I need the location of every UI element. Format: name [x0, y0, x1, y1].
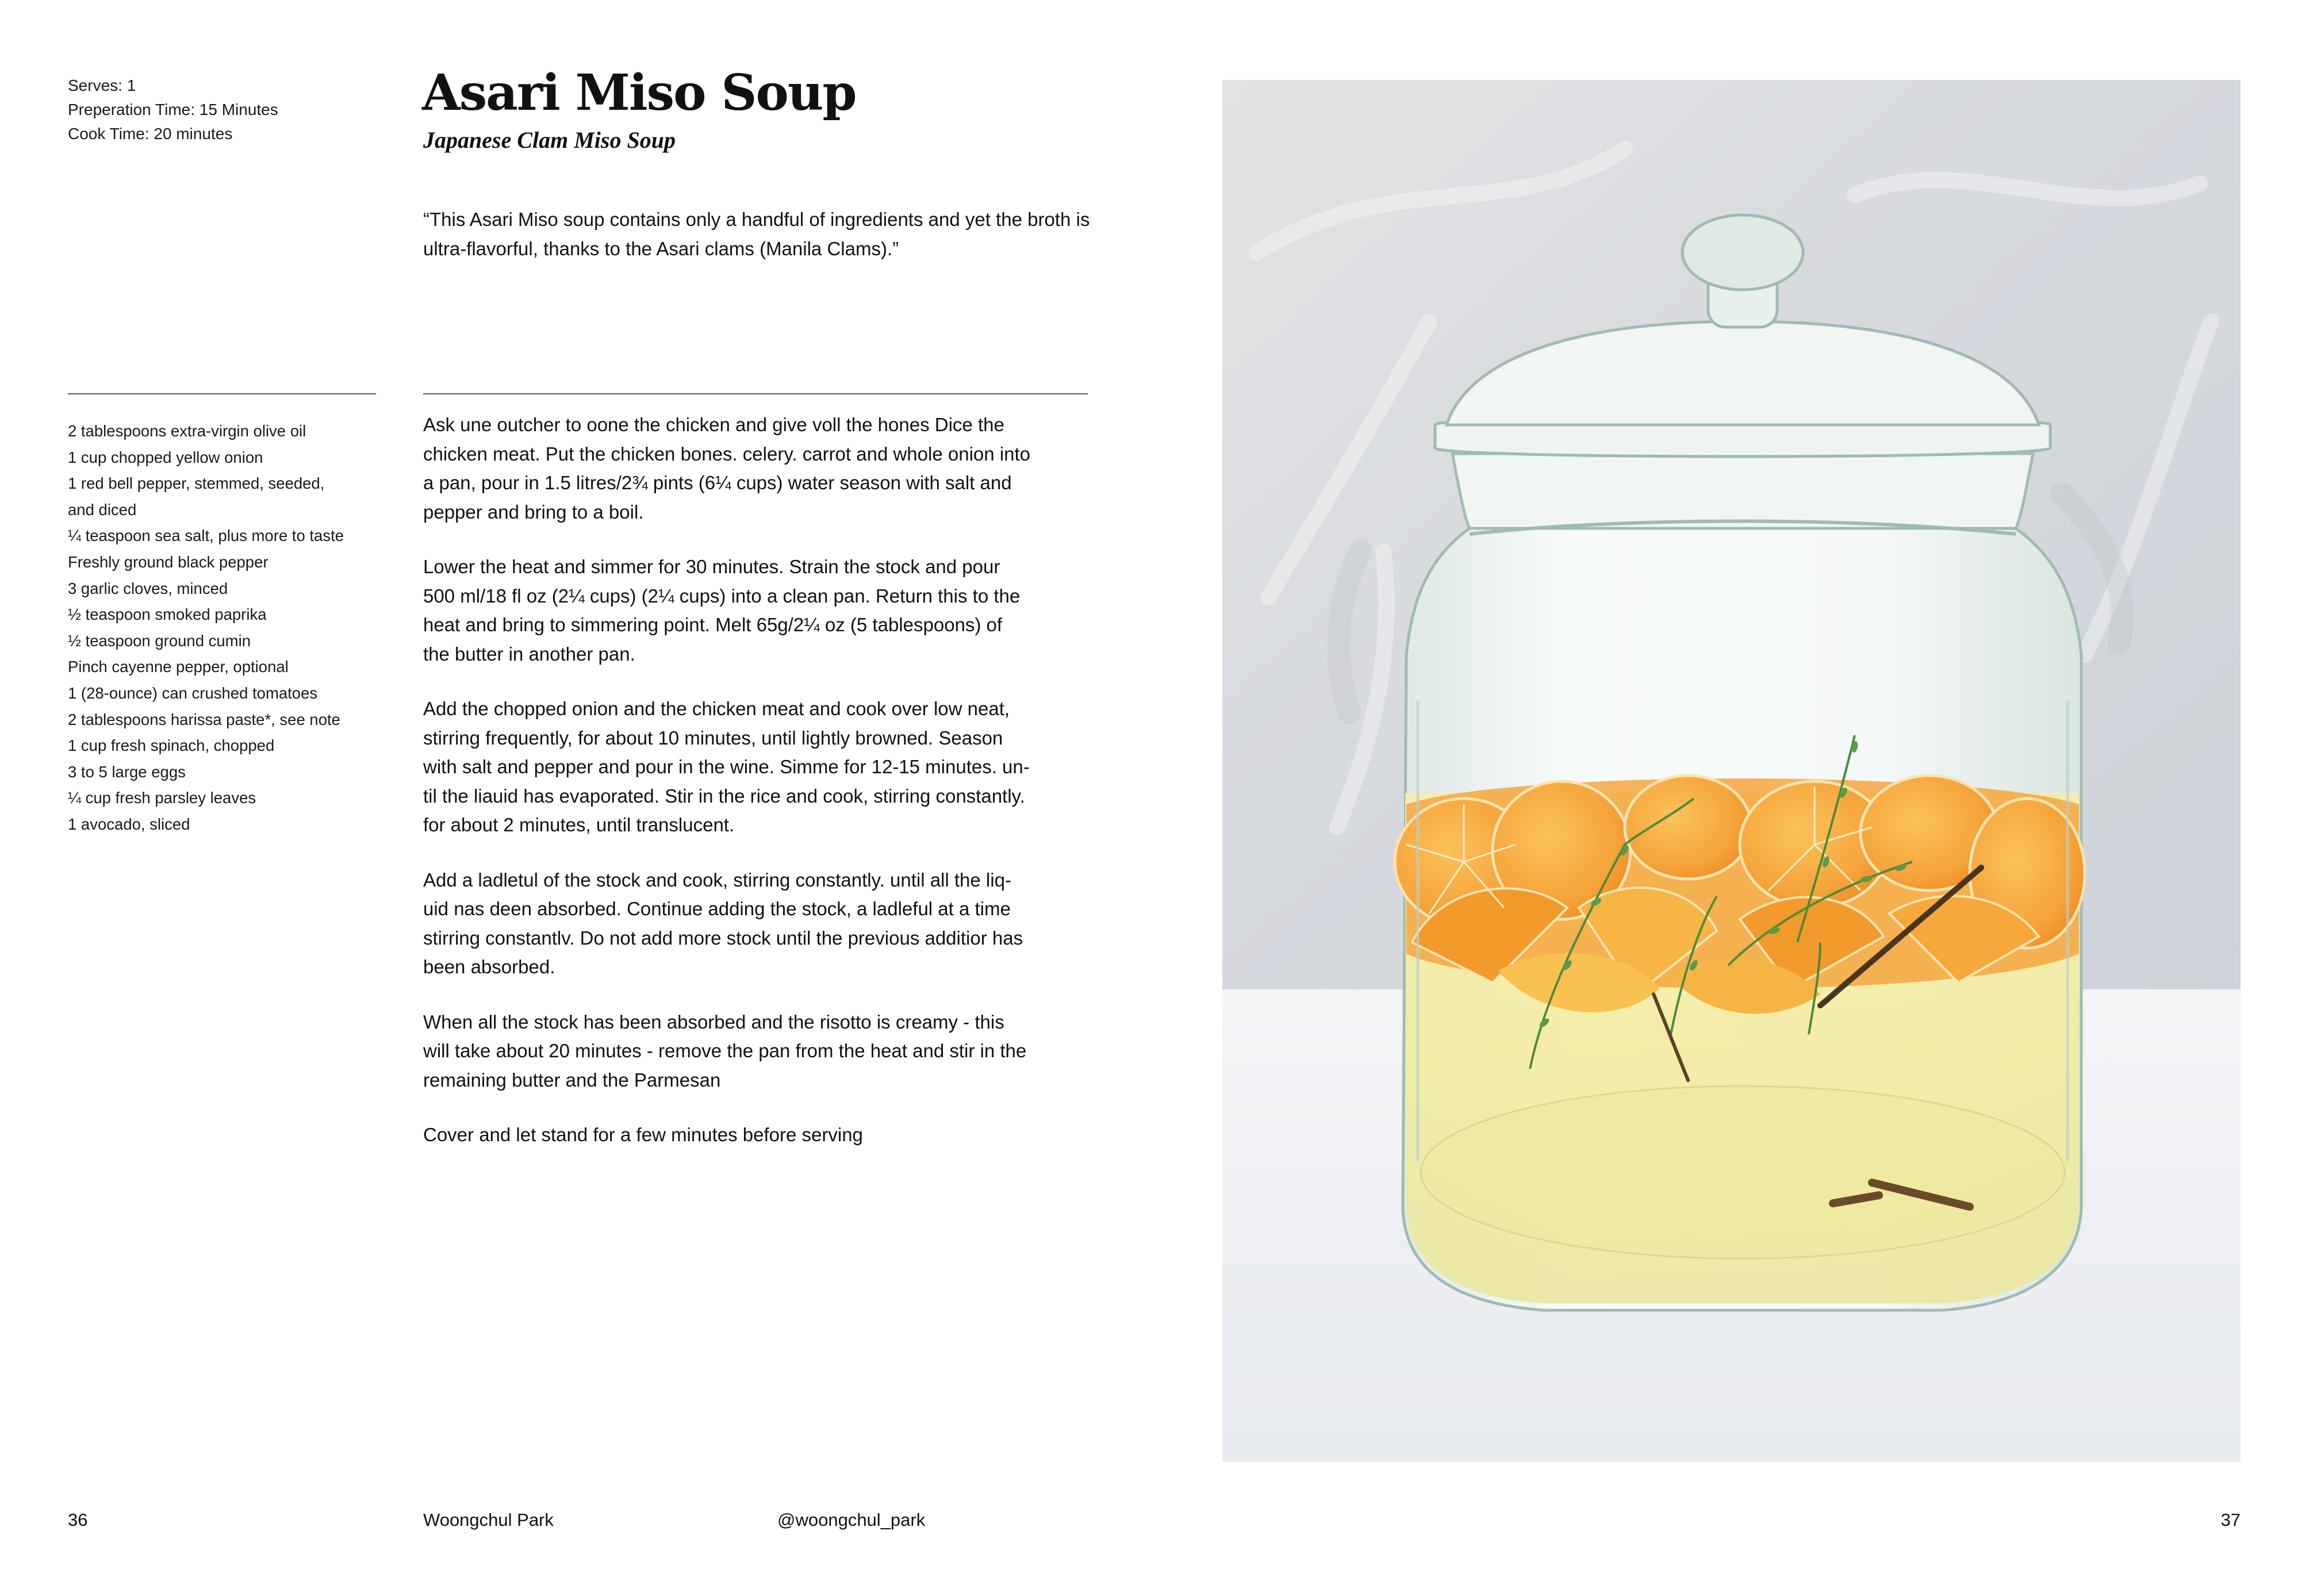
- jar-lid-knob: [1682, 215, 1803, 290]
- ingredients-divider: [68, 393, 376, 394]
- ingredient-item: 1 cup chopped yellow onion: [68, 448, 263, 466]
- author-handle: @woongchul_park: [777, 1510, 926, 1530]
- ingredient-item: ¼ cup fresh parsley leaves: [68, 789, 256, 807]
- method-steps: [423, 410, 1090, 1176]
- author-name: Woongchul Park: [423, 1510, 554, 1530]
- page-number-left: 36: [68, 1510, 88, 1530]
- ingredient-item: 3 garlic cloves, minced: [68, 579, 228, 597]
- ingredient-item: Pinch cayenne pepper, optional: [68, 658, 289, 676]
- method-paragraph: Ask une outcher to oone the chicken and give voll the hones Dice the chicken meat. Put the chicken bones. celery. carrot and whole onion into a pan, pour in 1.5 litres/2¾ pints (6¼ cups) water season with salt and pepper and bring to a boil.: [423, 414, 1030, 523]
- ingredient-item: ¼ teaspoon sea salt, plus more to taste: [68, 527, 344, 545]
- ingredient-item: 1 avocado, sliced: [68, 815, 190, 833]
- ingredient-item: ½ teaspoon ground cumin: [68, 631, 251, 650]
- recipe-quote: “This Asari Miso soup contains only a handful of ingredients and yet the broth is ultra-flavorful, thanks to the Asari clams (Manila Clams).”: [423, 209, 1090, 259]
- ingredient-item: 2 tablespoons extra-virgin olive oil: [68, 422, 306, 440]
- jar-illustration: [1222, 80, 2241, 1462]
- ingredient-item: Freshly ground black pepper: [68, 553, 269, 571]
- ingredient-item: ½ teaspoon smoked paprika: [68, 605, 267, 624]
- jar-bottom: [1421, 1086, 2065, 1259]
- jar-neck: [1452, 454, 2033, 528]
- ingredients-list: [68, 418, 390, 838]
- prep-time-text: Preperation Time: 15 Minutes: [68, 101, 278, 118]
- method-paragraph: When all the stock has been absorbed and the risotto is creamy - this will take about 20 minutes - remove the pan from the heat and stir in the remaining butter and the Parmesan: [423, 1011, 1027, 1091]
- serves-text: Serves: 1: [68, 76, 136, 94]
- cook-time-text: Cook Time: 20 minutes: [68, 125, 233, 143]
- recipe-meta: [68, 74, 278, 146]
- recipe-title: Asari Miso Soup: [422, 64, 856, 122]
- method-paragraph: Add the chopped onion and the chicken meat and cook over low neat, stirring frequently, for about 10 minutes, until lightly browned. Season with salt and pepper and pour in the wine. Simme for 12-15 minutes. un- til the liauid has evaporated. Stir in the rice and cook, stirring constantly. for about 2 minutes, until translucent.: [423, 698, 1030, 835]
- ingredient-item: 1 red bell pepper, stemmed, seeded,: [68, 474, 325, 493]
- recipe-subtitle: Japanese Clam Miso Soup: [423, 127, 676, 153]
- ingredient-item: 2 tablespoons harissa paste*, see note: [68, 710, 340, 728]
- ingredient-item: 1 (28-ounce) can crushed tomatoes: [68, 684, 318, 702]
- method-divider: [423, 393, 1088, 394]
- ingredient-item: 3 to 5 large eggs: [68, 762, 186, 781]
- method-paragraph: Cover and let stand for a few minutes before serving: [423, 1124, 863, 1145]
- illustration-canvas: [1222, 80, 2241, 1462]
- method-paragraph: Add a ladletul of the stock and cook, stirring constantly. until all the liq- uid nas deen absorbed. Continue adding the stock, a ladleful at a time stirring constantlv. Do not add more stock until the previous additior has been absorbed.: [423, 869, 1023, 977]
- ingredient-item: and diced: [68, 500, 137, 519]
- method-paragraph: Lower the heat and simmer for 30 minutes. Strain the stock and pour 500 ml/18 fl oz (2¼ cups) (2¼ cups) into a clean pan. Return this to the heat and bring to simmering point. Melt 65g/2¼ oz (5 tablespoons) of the butter in another pan.: [423, 556, 1021, 665]
- page-number-right: 37: [2220, 1510, 2241, 1530]
- ingredient-item: 1 cup fresh spinach, chopped: [68, 736, 275, 755]
